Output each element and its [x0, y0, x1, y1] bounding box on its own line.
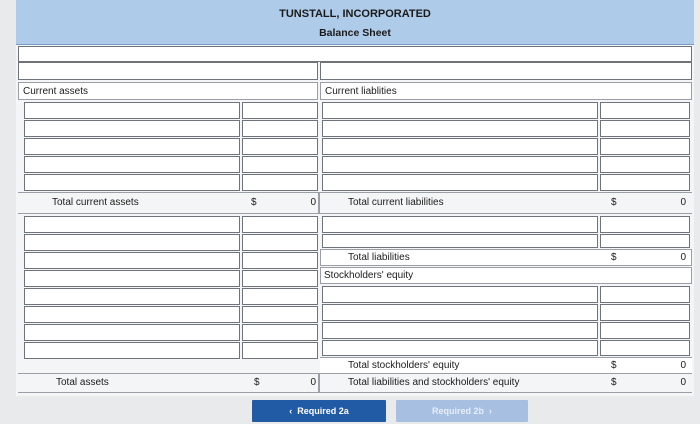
chevron-left-icon: ‹: [289, 406, 293, 416]
total-equity-dollar: $: [611, 360, 617, 371]
next-required-button[interactable]: [396, 400, 528, 422]
asset-amount-input-2[interactable]: [242, 120, 318, 137]
liability-name-input-3[interactable]: [322, 138, 598, 155]
asset-amount-input-12[interactable]: [242, 324, 318, 341]
total-current-liabilities-value: 0: [680, 197, 686, 208]
liability-amount-input-4[interactable]: [600, 156, 690, 173]
liability-name-input-6[interactable]: [322, 216, 598, 233]
total-current-assets-label: Total current assets: [52, 197, 139, 208]
total-assets-label: Total assets: [56, 377, 109, 388]
liability-name-input-1[interactable]: [322, 102, 598, 119]
total-current-liabilities-dollar: $: [611, 197, 617, 208]
equity-name-input-4[interactable]: [322, 340, 598, 356]
asset-amount-input-5[interactable]: [242, 174, 318, 191]
total-liabilities-dollar: $: [611, 252, 617, 263]
statement-title: Balance Sheet: [319, 27, 391, 39]
liability-amount-input-1[interactable]: [600, 102, 690, 119]
liability-name-input-5[interactable]: [322, 174, 598, 191]
liability-name-input-2[interactable]: [322, 120, 598, 137]
asset-name-input-8[interactable]: [24, 252, 240, 269]
asset-amount-input-7[interactable]: [242, 234, 318, 251]
next-required-label: Required 2b: [431, 406, 484, 416]
asset-name-input-1[interactable]: [24, 102, 240, 119]
equity-amount-input-2[interactable]: [600, 304, 690, 321]
equity-amount-input-1[interactable]: [600, 286, 690, 303]
chevron-right-icon: ›: [489, 406, 493, 416]
asset-name-input-2[interactable]: [24, 120, 240, 137]
total-current-assets-dollar: $: [251, 197, 257, 208]
liabilities-header-input[interactable]: [320, 62, 692, 80]
equity-name-input-2[interactable]: [322, 304, 598, 321]
total-current-assets-value: 0: [310, 197, 316, 208]
total-assets-dollar: $: [254, 377, 260, 388]
current-assets-label: Current assets: [23, 86, 89, 97]
equity-name-input-3[interactable]: [322, 322, 598, 339]
asset-amount-input-6[interactable]: [242, 216, 318, 233]
assets-header-input[interactable]: [18, 62, 318, 80]
asset-name-input-9[interactable]: [24, 270, 240, 287]
prev-required-button[interactable]: [252, 400, 386, 422]
company-name: TUNSTALL, INCORPORATED: [279, 8, 431, 20]
current-liabilities-row: [320, 82, 692, 100]
equity-name-input-1[interactable]: [322, 286, 598, 303]
total-equity-label: Total stockholders' equity: [348, 360, 460, 371]
equity-amount-input-3[interactable]: [600, 322, 690, 339]
total-assets-value: 0: [310, 377, 316, 388]
asset-amount-input-4[interactable]: [242, 156, 318, 173]
column-divider: [318, 192, 320, 214]
asset-name-input-4[interactable]: [24, 156, 240, 173]
stockholders-equity-label: Stockholders' equity: [324, 270, 414, 281]
asset-name-input-7[interactable]: [24, 234, 240, 251]
liability-amount-input-3[interactable]: [600, 138, 690, 155]
liability-amount-input-2[interactable]: [600, 120, 690, 137]
asset-amount-input-8[interactable]: [242, 252, 318, 269]
asset-name-input-13[interactable]: [24, 342, 240, 359]
asset-amount-input-9[interactable]: [242, 270, 318, 287]
asset-amount-input-3[interactable]: [242, 138, 318, 155]
liability-name-input-7[interactable]: [322, 234, 598, 248]
total-liabilities-value: 0: [680, 252, 686, 263]
prev-required-label: Required 2a: [297, 406, 349, 416]
asset-amount-input-13[interactable]: [242, 342, 318, 359]
total-liabilities-equity-dollar: $: [611, 377, 617, 388]
current-liabilities-label: Current liablities: [325, 86, 397, 97]
sheet-header: [16, 0, 694, 45]
header-input-row-1[interactable]: [18, 46, 692, 62]
liability-amount-input-5[interactable]: [600, 174, 690, 191]
total-current-liabilities-label: Total current liabilities: [348, 197, 444, 208]
asset-name-input-5[interactable]: [24, 174, 240, 191]
total-liabilities-equity-value: 0: [680, 377, 686, 388]
current-assets-row: [18, 82, 318, 100]
liability-amount-input-6[interactable]: [600, 216, 690, 233]
asset-amount-input-11[interactable]: [242, 306, 318, 323]
asset-name-input-11[interactable]: [24, 306, 240, 323]
equity-amount-input-4[interactable]: [600, 340, 690, 356]
total-equity-value: 0: [680, 360, 686, 371]
asset-name-input-10[interactable]: [24, 288, 240, 305]
liability-amount-input-7[interactable]: [600, 234, 690, 248]
asset-amount-input-10[interactable]: [242, 288, 318, 305]
total-liabilities-label: Total liabilities: [348, 252, 410, 263]
total-liabilities-equity-label: Total liabilities and stockholders' equity: [348, 377, 520, 388]
asset-name-input-3[interactable]: [24, 138, 240, 155]
column-divider: [318, 373, 320, 393]
asset-name-input-6[interactable]: [24, 216, 240, 233]
liability-name-input-4[interactable]: [322, 156, 598, 173]
asset-name-input-12[interactable]: [24, 324, 240, 341]
asset-amount-input-1[interactable]: [242, 102, 318, 119]
